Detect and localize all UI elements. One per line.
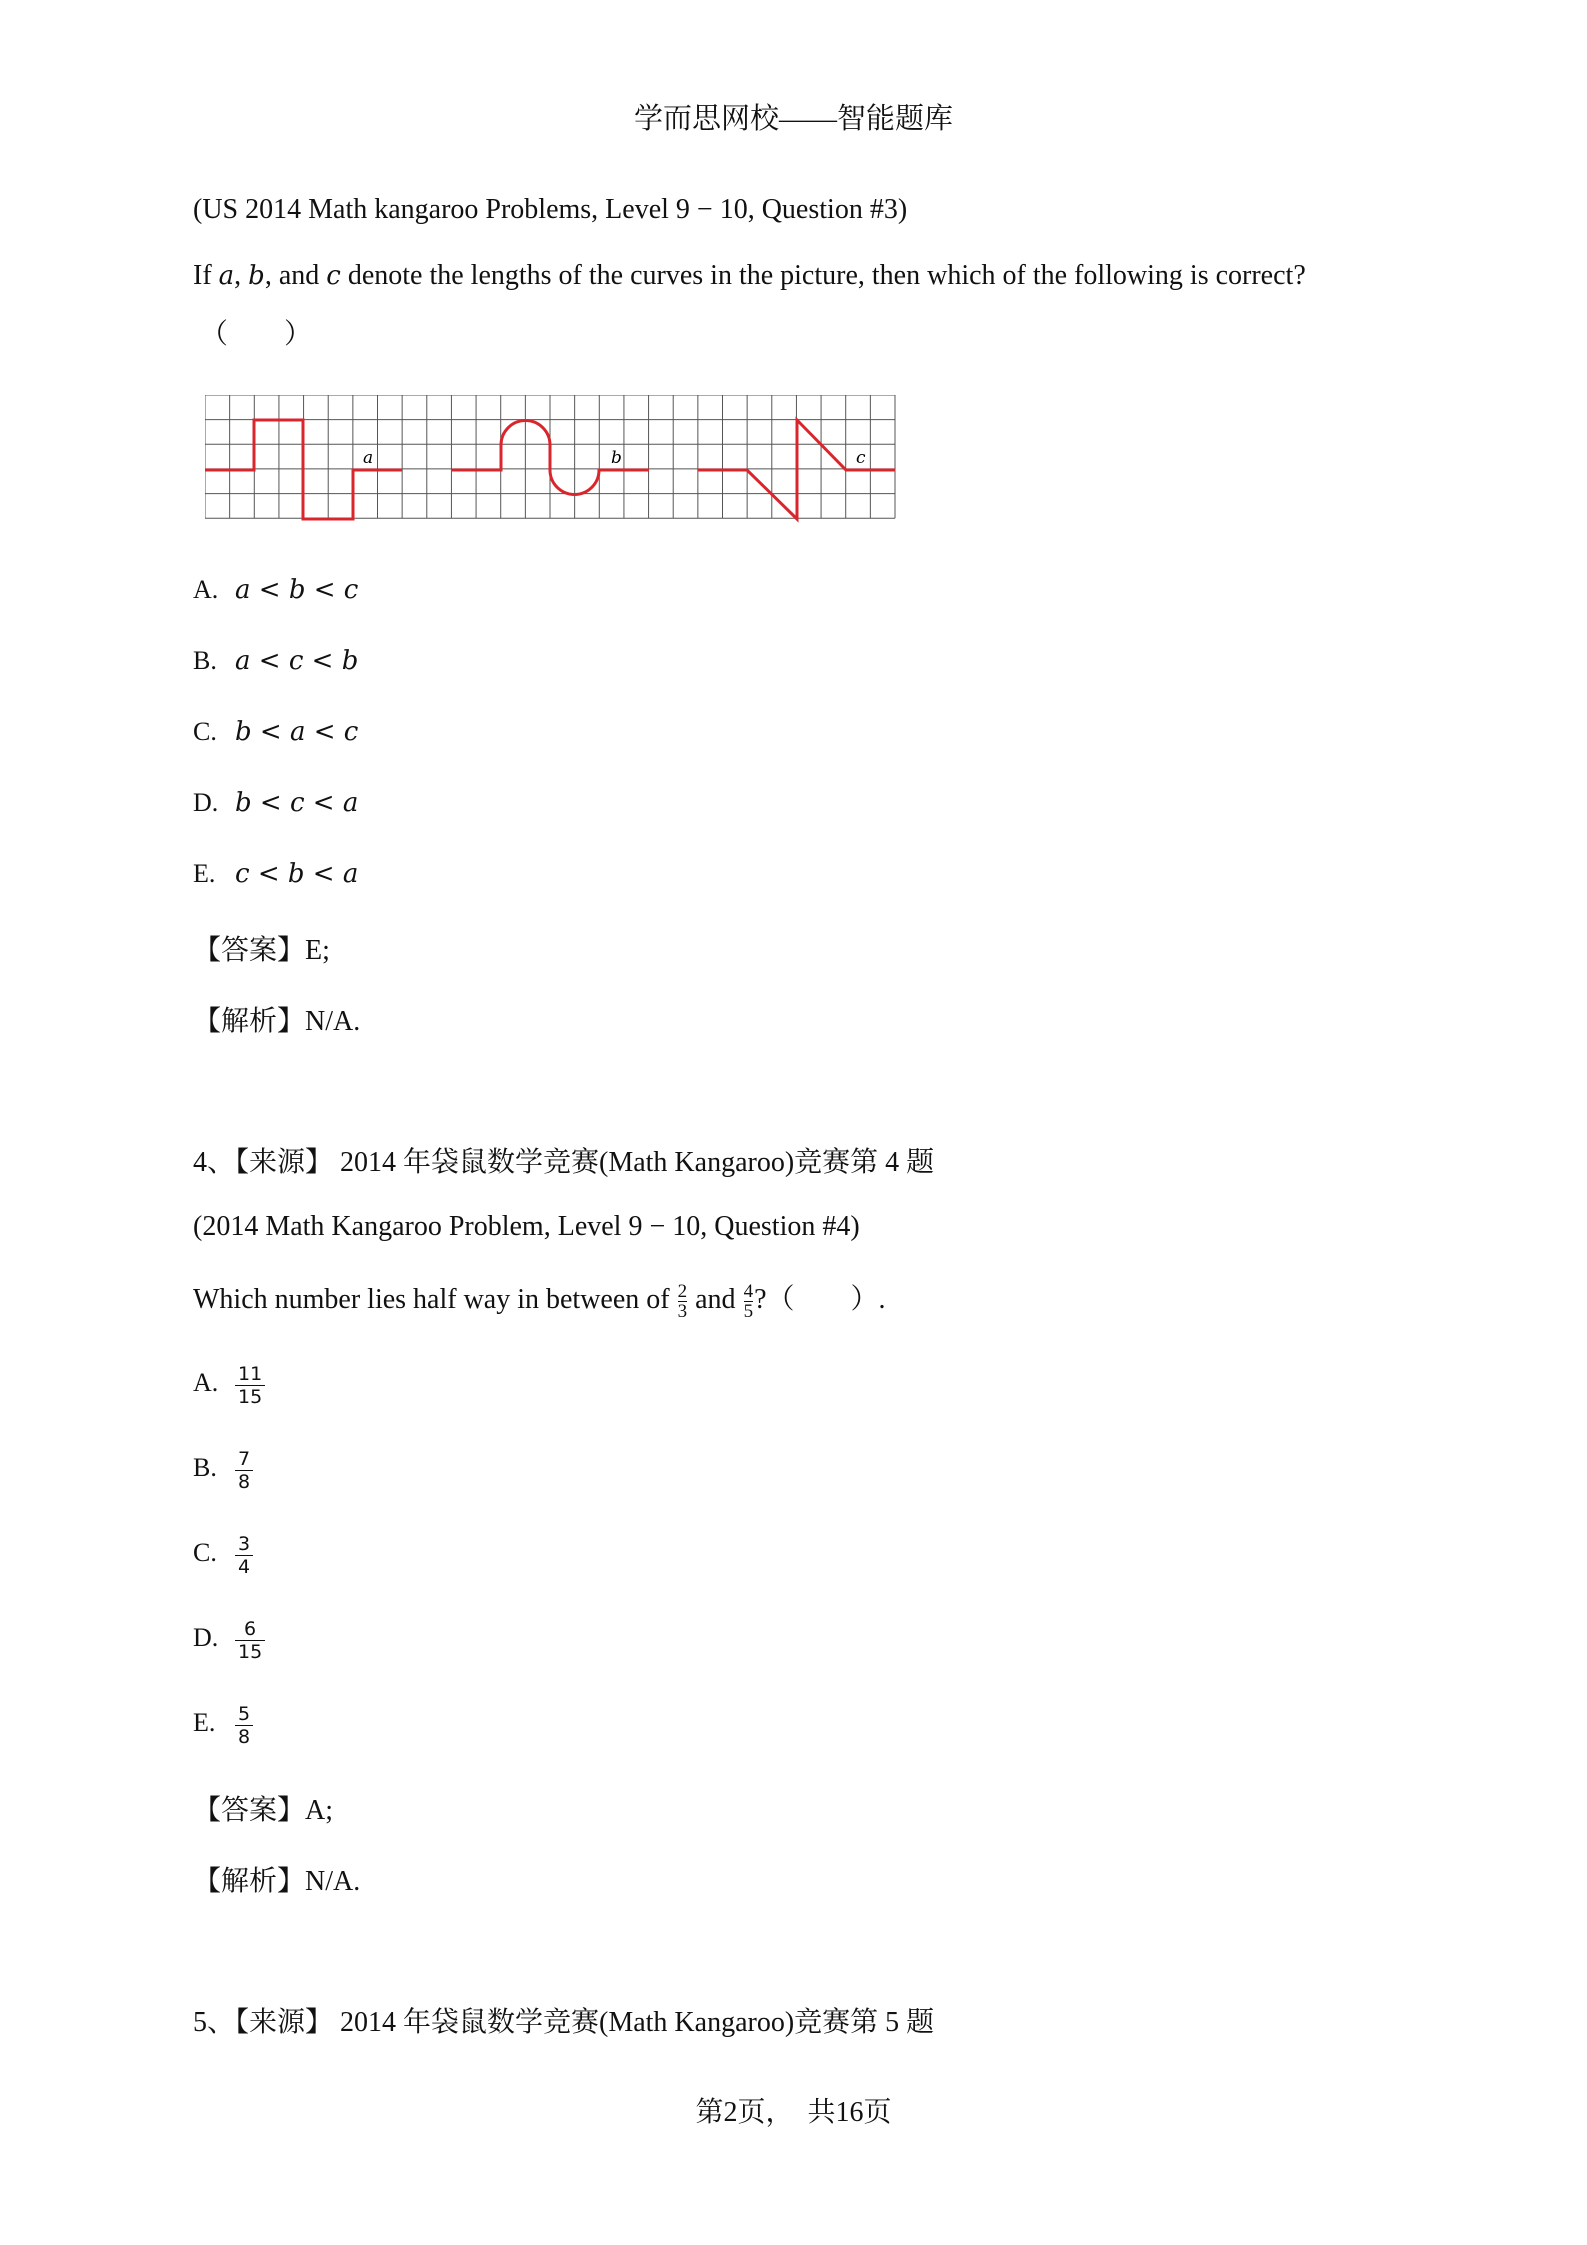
page-footer: 第2页， 共16页	[695, 2097, 892, 2128]
analysis-label: 【解析】	[193, 1866, 306, 1897]
option-letter: B.	[193, 1453, 217, 1483]
q4-text-pre: Which number lies half way in between of	[193, 1284, 677, 1315]
q5-heading: 5、【来源】 2014 年袋鼠数学竞赛(Math Kangaroo)竞赛第 5 题	[193, 2007, 935, 2038]
q3-sep2: , and	[264, 260, 327, 291]
q4-option-d[interactable]	[193, 1618, 265, 1663]
fraction-numerator: 2	[677, 1281, 688, 1303]
fraction-numerator: 6	[235, 1618, 265, 1641]
fraction-denominator: 5	[743, 1301, 754, 1323]
q3-answer	[193, 928, 330, 968]
fraction-denominator: 4	[238, 1556, 251, 1578]
q3-option-b[interactable]	[193, 646, 358, 676]
curves-figure	[205, 395, 905, 525]
curve-c	[698, 420, 895, 519]
q3-analysis	[193, 999, 360, 1039]
option-expression: b < a < c	[235, 717, 359, 747]
option-expression: a < b < c	[235, 575, 359, 605]
answer-label: 【答案】	[193, 1795, 306, 1826]
fraction-numerator: 5	[235, 1703, 253, 1726]
option-expression: b < c < a	[235, 788, 359, 818]
q4-text-and: and	[688, 1284, 743, 1315]
option-expression: c < b < a	[235, 859, 359, 889]
q4-question-text	[193, 1277, 886, 1321]
fraction-denominator: 15	[238, 1386, 263, 1408]
analysis-value: N/A.	[305, 1866, 361, 1897]
analysis-value: N/A.	[305, 1006, 361, 1037]
answer-value: E;	[305, 935, 330, 966]
q4-option-c[interactable]	[193, 1533, 253, 1578]
q3-var-c: c	[326, 261, 341, 291]
fraction-denominator: 8	[238, 1471, 251, 1493]
option-letter: A.	[193, 1368, 219, 1398]
q4-option-a[interactable]	[193, 1363, 265, 1408]
q4-text-post: ?（ ）.	[754, 1284, 886, 1315]
fraction-denominator: 15	[238, 1641, 263, 1663]
fraction-numerator: 3	[235, 1533, 253, 1556]
q3-sep1: ,	[234, 260, 249, 291]
q3-question-text	[193, 260, 1306, 292]
q3-text-rest: denote the lengths of the curves in the picture, then which of the following is correct?	[340, 260, 1306, 291]
q4-analysis	[193, 1859, 360, 1899]
q3-answer-blank: （ ）	[200, 319, 313, 350]
fraction-numerator: 4	[743, 1281, 754, 1303]
option-fraction	[235, 1363, 265, 1408]
option-letter: C.	[193, 1538, 217, 1568]
q3-var-b: b	[248, 261, 265, 291]
q3-source-line: (US 2014 Math kangaroo Problems, Level 9 − 10, Question #3)	[193, 194, 908, 225]
q3-option-c[interactable]	[193, 717, 358, 747]
fraction-denominator: 8	[238, 1726, 251, 1748]
option-letter: E.	[193, 1708, 216, 1738]
option-letter: B.	[193, 646, 217, 675]
option-fraction	[235, 1533, 253, 1578]
analysis-label: 【解析】	[193, 1006, 306, 1037]
answer-value: A;	[305, 1795, 334, 1826]
q3-text-if: If	[193, 260, 219, 291]
q4-fraction-1	[678, 1282, 688, 1321]
fraction-numerator: 7	[235, 1448, 253, 1471]
answer-label: 【答案】	[193, 935, 306, 966]
q4-source-line: (2014 Math Kangaroo Problem, Level 9 − 10, Question #4)	[193, 1211, 860, 1242]
option-fraction	[235, 1448, 253, 1493]
q3-option-e[interactable]	[193, 859, 358, 889]
page-header: 学而思网校——智能题库	[633, 103, 953, 135]
curve-a-label: a	[363, 448, 374, 468]
curve-b-label: b	[611, 448, 622, 468]
q3-option-d[interactable]	[193, 788, 358, 818]
option-letter: D.	[193, 1623, 219, 1653]
q4-fraction-2	[744, 1282, 754, 1321]
option-expression: a < c < b	[235, 646, 359, 676]
q4-option-b[interactable]	[193, 1448, 253, 1493]
q4-option-e[interactable]	[193, 1703, 253, 1748]
curve-c-path	[698, 420, 895, 519]
fraction-numerator: 11	[235, 1363, 265, 1386]
q3-var-a: a	[218, 261, 235, 291]
fraction-denominator: 3	[677, 1301, 688, 1323]
option-fraction	[235, 1703, 253, 1748]
q3-option-a[interactable]	[193, 575, 358, 605]
option-fraction	[235, 1618, 265, 1663]
curve-a	[205, 420, 402, 519]
option-letter: C.	[193, 717, 217, 746]
option-letter: D.	[193, 788, 219, 817]
q4-answer	[193, 1788, 333, 1828]
curve-a-path	[205, 420, 402, 519]
curve-c-label: c	[856, 448, 866, 468]
option-letter: E.	[193, 859, 216, 888]
option-letter: A.	[193, 575, 219, 604]
q4-heading: 4、【来源】 2014 年袋鼠数学竞赛(Math Kangaroo)竞赛第 4 题	[193, 1147, 935, 1178]
